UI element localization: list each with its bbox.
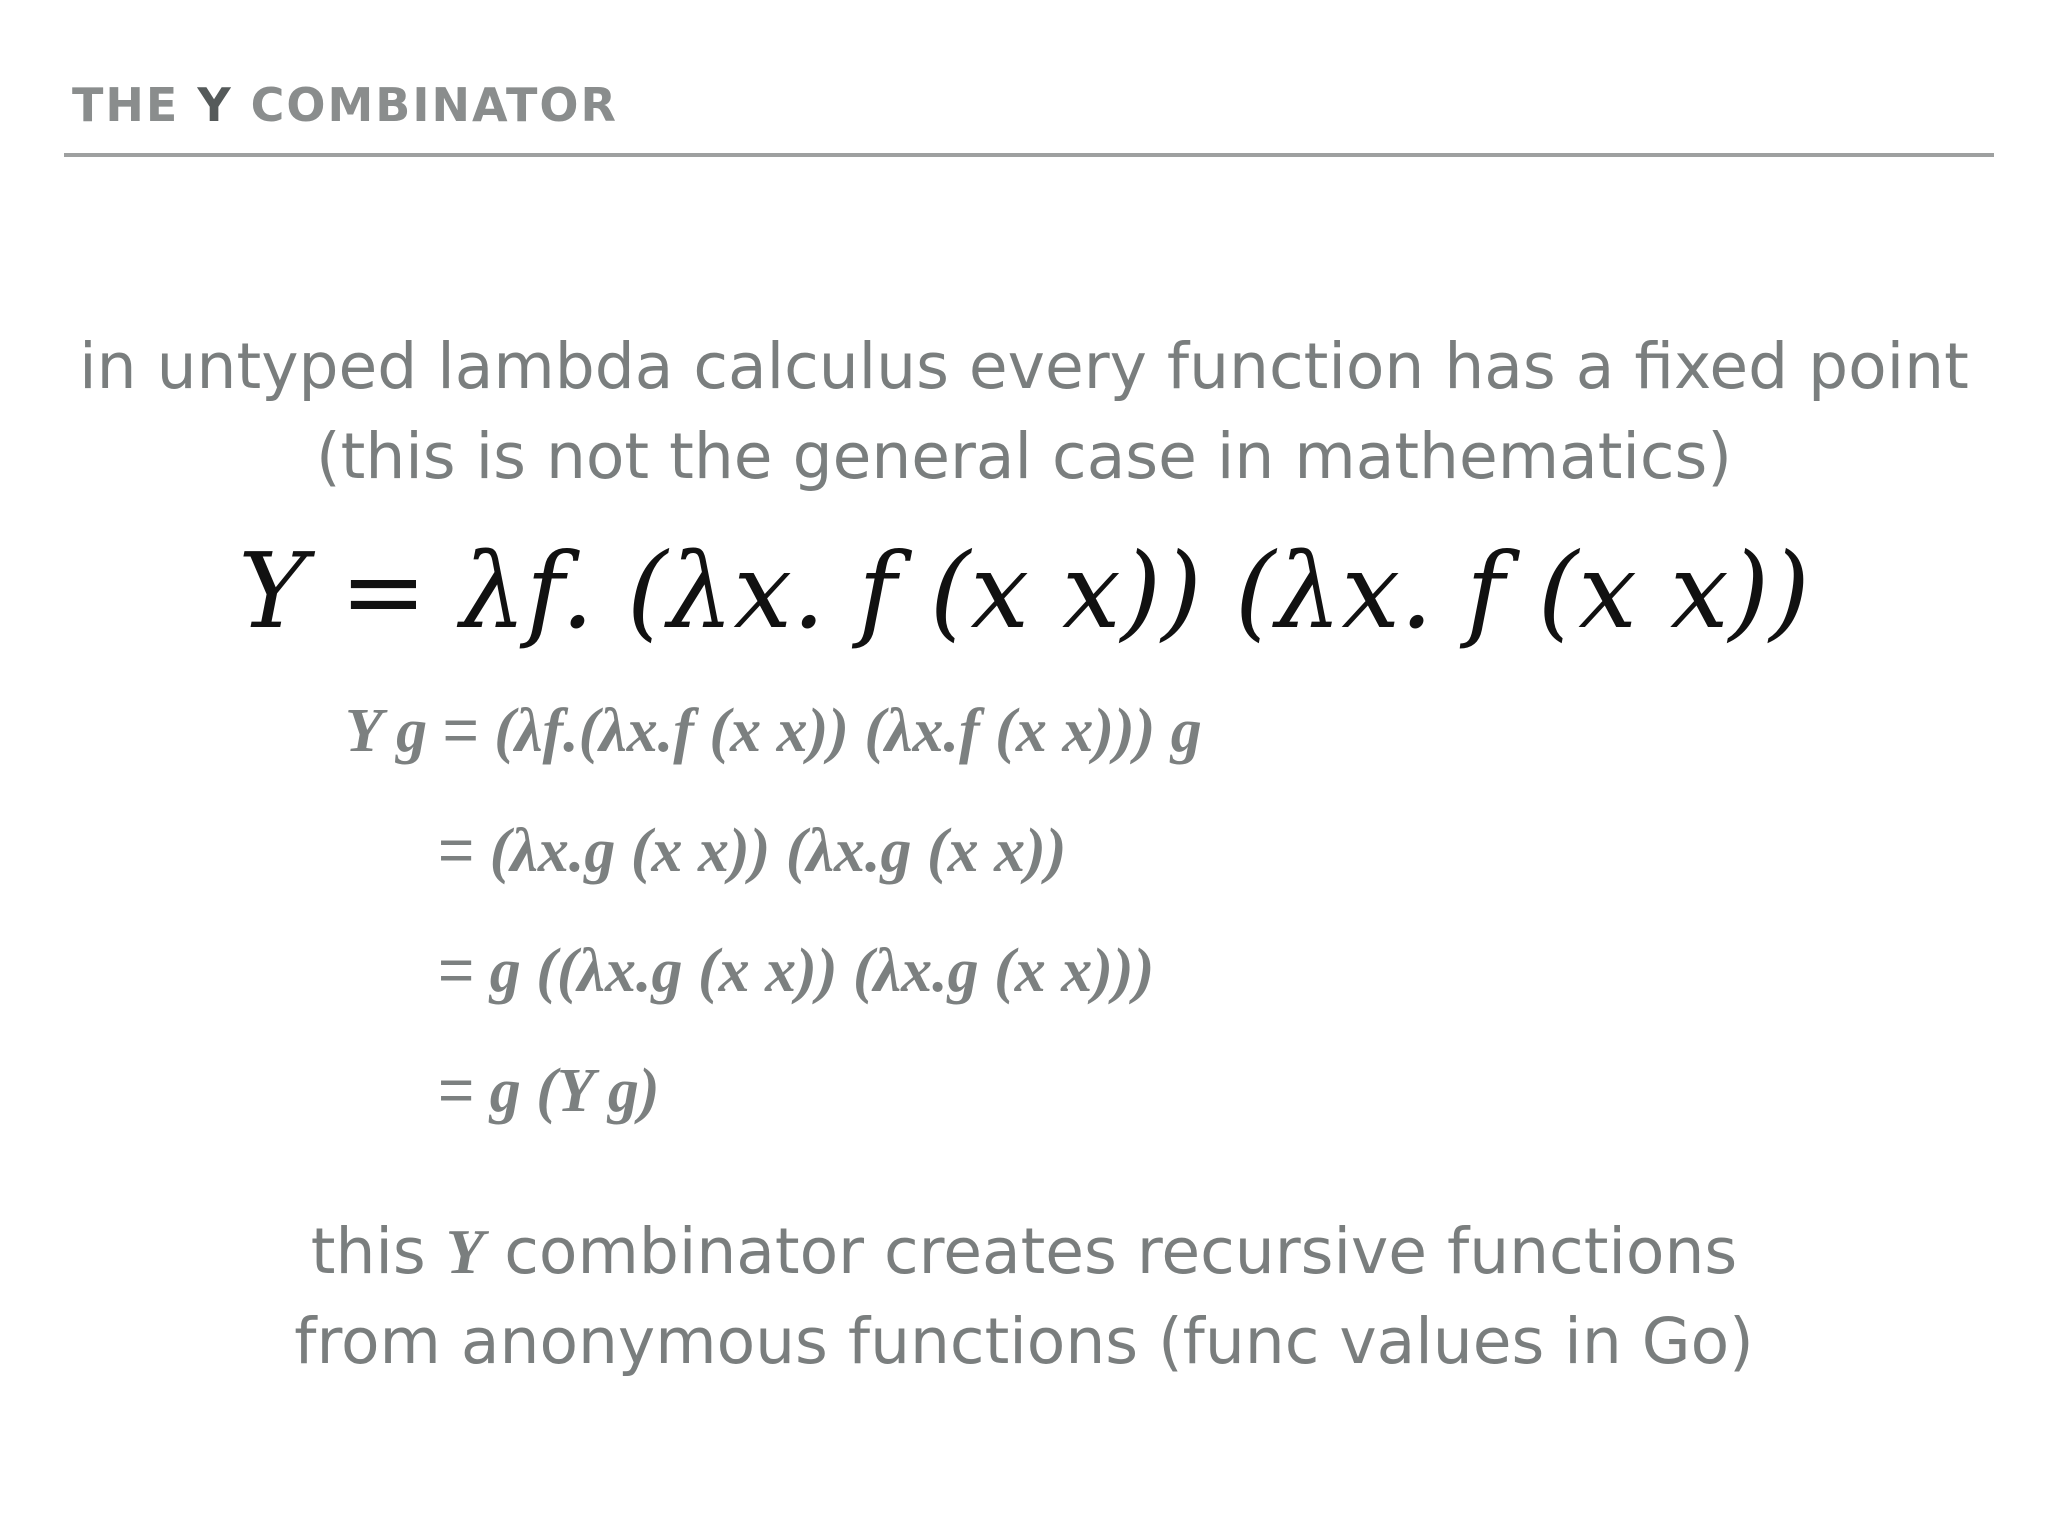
header-suffix: COMBINATOR xyxy=(232,78,618,132)
derivation-equals: = xyxy=(438,936,475,1005)
closing-line-2: from anonymous functions (func values in Go) xyxy=(294,1305,1754,1378)
intro-line-2: (this is not the general case in mathematics) xyxy=(316,420,1732,493)
derivation-equals: = xyxy=(438,816,475,885)
derivation-step-3 xyxy=(438,935,1154,1007)
closing-y-symbol: Y xyxy=(445,1217,485,1287)
header-divider xyxy=(64,153,1994,157)
header-prefix: THE xyxy=(72,78,198,132)
closing-line-1 xyxy=(0,1215,2048,1289)
closing-text-before: this xyxy=(310,1215,446,1288)
derivation-rhs: g (Y g) xyxy=(474,1057,660,1125)
derivation-rhs: (λx.g (x x)) (λx.g (x x)) xyxy=(474,817,1067,885)
closing-text-after: combinator creates recursive functions xyxy=(484,1215,1738,1288)
derivation-step-2 xyxy=(438,815,1066,887)
slide-header-title xyxy=(72,78,618,132)
header-highlight: Y xyxy=(197,78,233,132)
derivation-lhs: Y g xyxy=(345,697,443,765)
derivation-step-4 xyxy=(438,1055,660,1127)
derivation-rhs: (λf.(λx.f (x x)) (λx.f (x x))) g xyxy=(478,697,1202,765)
derivation-equals: = xyxy=(442,696,479,765)
derivation-equals: = xyxy=(438,1056,475,1125)
y-combinator-formula: Y = λf. (λx. f (x x)) (λx. f (x x)) xyxy=(238,530,1810,652)
derivation-step-1 xyxy=(345,695,1202,767)
derivation-rhs: g ((λx.g (x x)) (λx.g (x x))) xyxy=(474,937,1155,1005)
intro-line-1: in untyped lambda calculus every function has a fixed point xyxy=(79,330,1969,403)
